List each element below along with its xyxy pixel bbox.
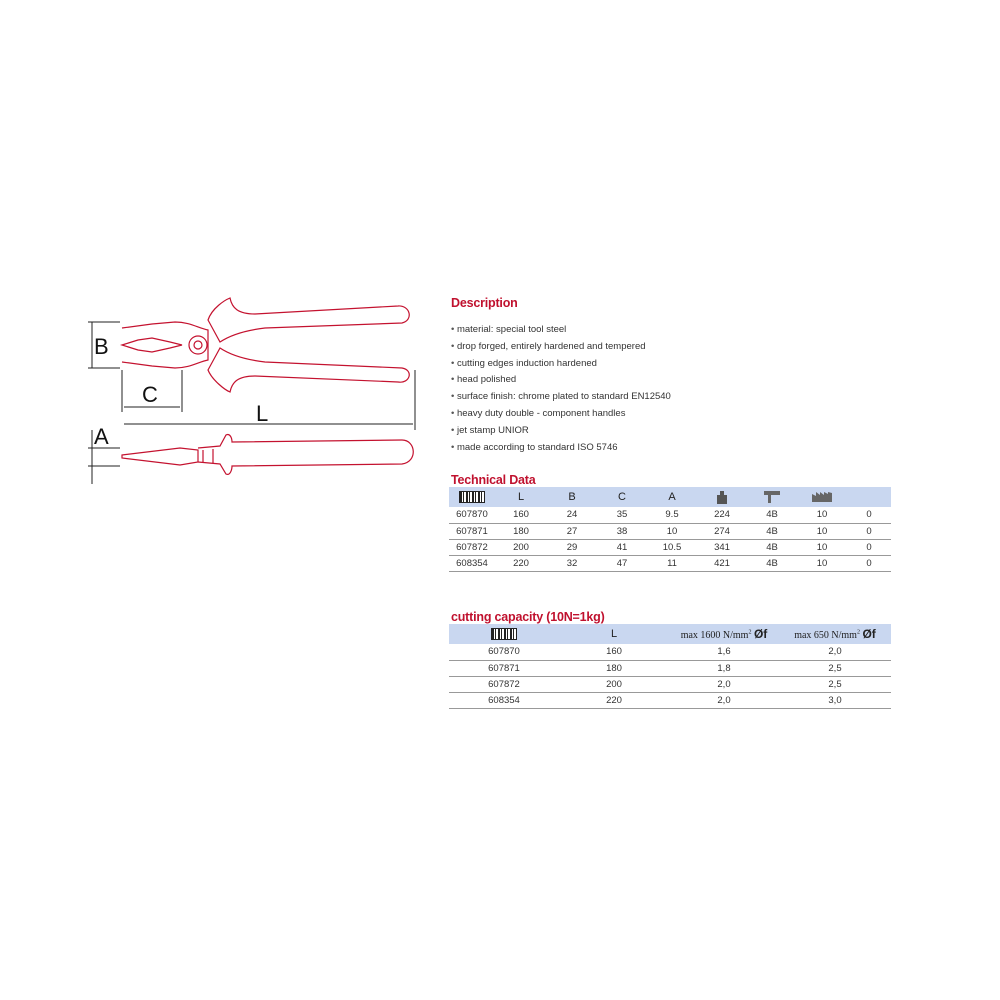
table-row [449,539,891,555]
table-cell: 2,5 [828,678,842,690]
table-cell: 274 [714,525,730,537]
technical-data-title: Technical Data [451,473,536,487]
cutting-capacity-table [449,624,891,709]
technical-data-table [449,487,891,572]
table-cell: 29 [566,541,578,553]
table-cell: 47 [616,557,628,569]
diameter-icon: Øf [753,627,768,641]
description-item: • jet stamp UNIOR [451,423,671,440]
cutting-capacity-title: cutting capacity (10N=1kg) [451,610,605,624]
table-cell: 35 [616,509,628,521]
table-cell: 0 [866,557,872,569]
column-header-b: B [568,491,576,503]
table-cell: 1,6 [717,646,731,658]
product-code: 607871 [488,662,520,674]
table-cell: 3,0 [828,694,842,706]
table-cell: 2,0 [717,694,731,706]
column-header-max-650 [779,624,891,644]
table-cell: 0 [866,509,872,521]
dimension-c-label: C [142,382,158,407]
column-header-c: C [618,491,626,503]
table-cell: 4B [766,509,778,521]
table-cell: 10 [666,525,678,537]
carton-icon [797,487,847,507]
header-text: max 1600 N/mm [680,630,749,641]
table-cell: 0 [866,541,872,553]
table-cell: 220 [606,694,622,706]
description-item: • surface finish: chrome plated to standard EN12540 [451,389,671,406]
description-item: • made according to standard ISO 5746 [451,440,671,457]
table-cell: 220 [513,557,529,569]
table-cell: 11 [667,557,677,569]
weight-icon [697,487,747,507]
table-cell: 10 [816,525,828,537]
table-cell: 27 [566,525,578,537]
header-text: max 650 N/mm [794,630,857,641]
table-header-row [449,487,891,507]
table-row [449,507,891,523]
table-cell: 32 [566,557,578,569]
table-cell: 9.5 [665,509,679,521]
table-cell: 2,0 [828,646,842,658]
table-cell: 180 [606,662,622,674]
table-cell: 160 [606,646,622,658]
superscript: 2 [856,629,860,636]
dimension-a-label: A [94,424,109,449]
table-cell: 200 [513,541,529,553]
superscript: 2 [748,629,752,636]
description-list [451,322,671,456]
table-header-row [449,624,891,644]
table-row [449,523,891,539]
table-cell: 4B [766,541,778,553]
column-header-max-1600 [669,624,779,644]
barcode-icon [449,624,559,644]
product-code: 607872 [488,678,520,690]
table-cell: 10 [816,541,828,553]
product-code: 607871 [456,525,488,537]
column-header-l: L [517,491,525,503]
table-cell: 10.5 [662,541,682,553]
description-title: Description [451,296,518,310]
table-cell: 24 [566,509,578,521]
column-header-l: L [610,628,618,640]
table-cell: 341 [714,541,730,553]
table-row [449,676,891,692]
product-code: 607872 [456,541,488,553]
table-row [449,644,891,660]
barcode-icon [449,487,495,507]
table-cell: 4B [766,525,778,537]
table-cell: 2,5 [828,662,842,674]
description-item: • heavy duty double - component handles [451,406,671,423]
dimension-l-label: L [256,401,269,426]
table-cell: 38 [616,525,628,537]
table-cell: 160 [513,509,529,521]
table-cell: 0 [866,525,872,537]
description-item: • drop forged, entirely hardened and tempered [451,339,671,356]
description-item: • cutting edges induction hardened [451,356,671,373]
table-row [449,555,891,571]
table-cell: 10 [816,509,828,521]
table-row [449,660,891,676]
description-item: • material: special tool steel [451,322,671,339]
table-cell: 1,8 [717,662,731,674]
column-header-a: A [668,491,676,503]
product-code: 607870 [488,646,520,658]
description-item: • head polished [451,372,671,389]
table-cell: 421 [714,557,730,569]
column-header-extra [847,487,891,507]
product-code: 608354 [488,694,520,706]
product-code: 607870 [456,509,488,521]
table-cell: 4B [766,557,778,569]
table-cell: 10 [816,557,828,569]
table-cell: 200 [606,678,622,690]
dimension-b-label: B [94,334,109,359]
diameter-icon: Øf [862,627,876,641]
table-cell: 180 [513,525,529,537]
package-icon [747,487,797,507]
table-row [449,692,891,708]
pliers-drawing [80,290,420,495]
product-code: 608354 [456,557,488,569]
table-cell: 41 [616,541,628,553]
table-cell: 224 [714,509,730,521]
table-cell: 2,0 [717,678,731,690]
